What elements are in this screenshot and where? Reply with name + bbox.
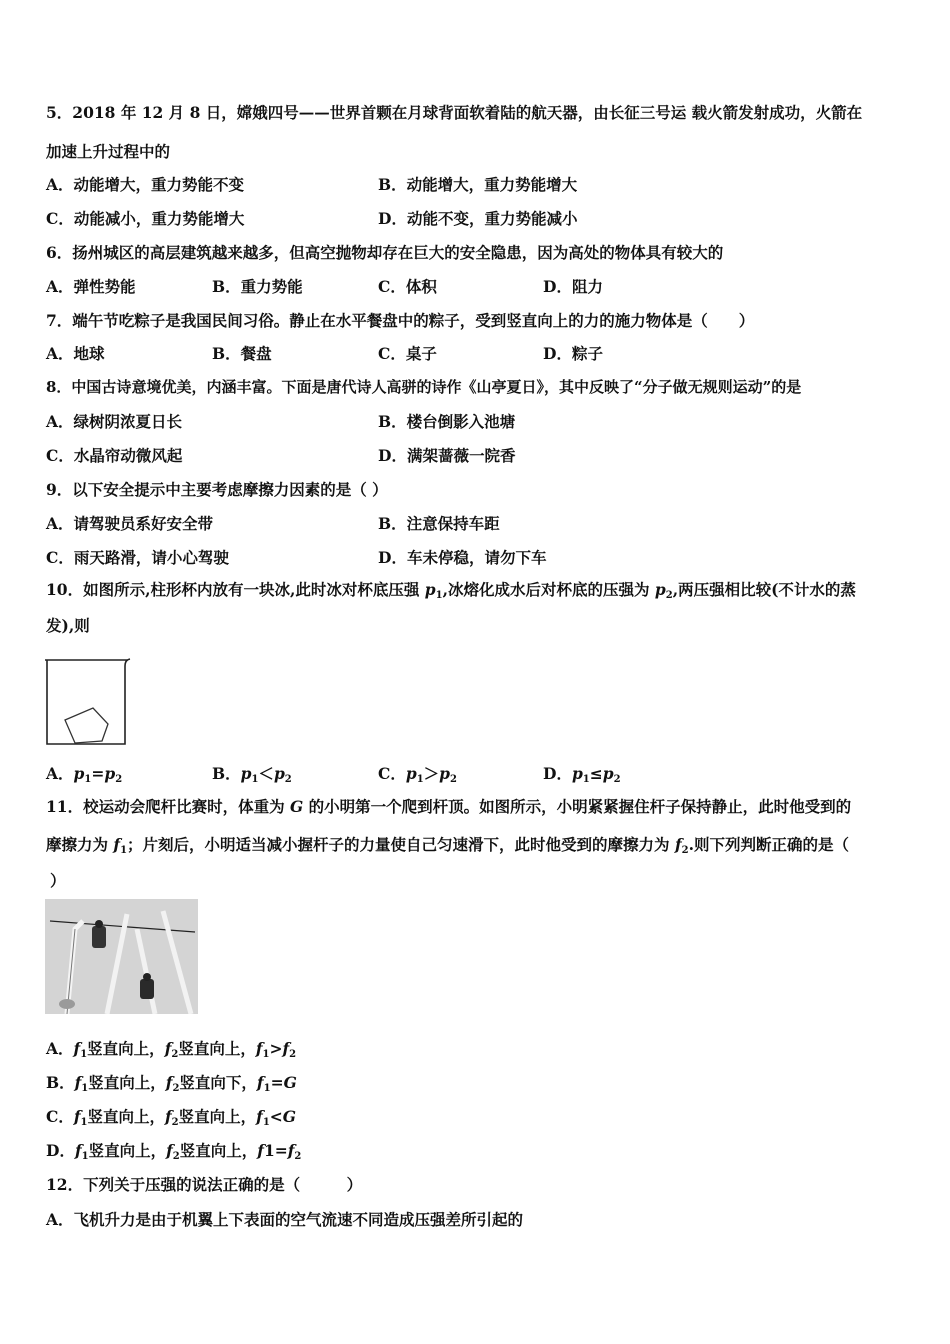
q11-option-c: C．$f_1$竖直向上，$f_2$竖直向上，$f_1<G$ <box>46 1107 297 1128</box>
q10-option-c: C．$p_1>p_2$ <box>378 764 457 785</box>
q10-option-d: D．$p_1\le p_2$ <box>543 764 621 785</box>
q10-option-a: A．$p_1=p_2$ <box>46 764 123 785</box>
q7-option-c: C．桌子 <box>378 344 437 363</box>
q8-option-a: A．绿树阴浓夏日长 <box>46 412 183 431</box>
q6-option-b: B．重力势能 <box>212 277 303 296</box>
q11-option-a: A．$f_1$竖直向上，$f_2$竖直向上，$f_1>f_2$ <box>46 1039 297 1060</box>
q10-stem: 10．如图所示,柱形杯内放有一块冰,此时冰对杯底压强 $p_1$,冰熔化成水后对杯底的压强为 $p_2$,两压强相比较(不计水的蒸 发),则 <box>46 580 856 635</box>
q5-option-b: B．动能增大，重力势能增大 <box>378 175 578 194</box>
q6-option-a: A．弹性势能 <box>46 277 136 296</box>
q5-option-d: D．动能不变，重力势能减小 <box>378 209 578 228</box>
q9-option-b: B．注意保持车距 <box>378 514 500 533</box>
q9-stem: 9．以下安全提示中主要考虑摩擦力因素的是（ ） <box>46 480 388 499</box>
q10-option-b: B．$p_1<p_2$ <box>212 764 292 785</box>
beaker-with-ice-figure <box>44 657 134 753</box>
q5-stem-line1: 5．2018 年 12 月 8 日，嫦娥四号——世界首颗在月球背面软着陆的航天器，由长征三号运 载火箭发射成功，火箭在 <box>46 103 863 122</box>
q6-option-c: C．体积 <box>378 277 437 296</box>
pole-climbing-photo <box>45 899 198 1018</box>
q9-option-c: C．雨天路滑，请小心驾驶 <box>46 548 229 567</box>
q11-stem-line2: 摩擦力为 $f_1$；片刻后，小明适当减小握杆子的力量使自己匀速滑下，此时他受到的摩擦力为 $f_2$.则下列判断正确的是（ <box>46 835 849 856</box>
q8-option-c: C．水晶帘动微风起 <box>46 446 183 465</box>
q8-stem: 8．中国古诗意境优美，内涵丰富。下面是唐代诗人高骈的诗作《山亭夏日》，其中反映了“分子做无规则运动”的是 <box>46 378 802 396</box>
q8-option-b: B．楼台倒影入池塘 <box>378 412 516 431</box>
q11-option-b: B．$f_1$竖直向上，$f_2$竖直向下，$f_1=G$ <box>46 1073 297 1094</box>
q9-option-d: D．车未停稳，请勿下车 <box>378 548 547 567</box>
q12-option-a: A．飞机升力是由于机翼上下表面的空气流速不同造成压强差所引起的 <box>46 1210 524 1229</box>
q9-option-a: A．请驾驶员系好安全带 <box>46 514 214 533</box>
q7-stem: 7．端午节吃粽子是我国民间习俗。静止在水平餐盘中的粽子，受到竖直向上的力的施力物体是（ ） <box>46 311 755 330</box>
q12-stem: 12．下列关于压强的说法正确的是（ ） <box>46 1175 363 1194</box>
q5-stem-line2: 加速上升过程中的 <box>46 142 171 161</box>
q11-stem-line3: ） <box>50 871 66 890</box>
q5-option-a: A．动能增大，重力势能不变 <box>46 175 245 194</box>
q11-stem-line1: 11．校运动会爬杆比赛时，体重为 G 的小明第一个爬到杆顶。如图所示，小明紧紧握住杆子保持静止，此时他受到的 <box>46 797 852 816</box>
q8-option-d: D．满架蔷薇一院香 <box>378 446 516 465</box>
q6-stem: 6．扬州城区的高层建筑越来越多，但高空抛物却存在巨大的安全隐患，因为高处的物体具有较大的 <box>46 243 724 262</box>
q7-option-b: B．餐盘 <box>212 344 272 363</box>
q6-option-d: D．阻力 <box>543 277 603 296</box>
q11-option-d: D．$f_1$竖直向上，$f_2$竖直向上，$f1=f_2$ <box>46 1141 302 1162</box>
q7-option-d: D．粽子 <box>543 344 603 363</box>
q7-option-a: A．地球 <box>46 344 105 363</box>
q5-option-c: C．动能减小，重力势能增大 <box>46 209 245 228</box>
